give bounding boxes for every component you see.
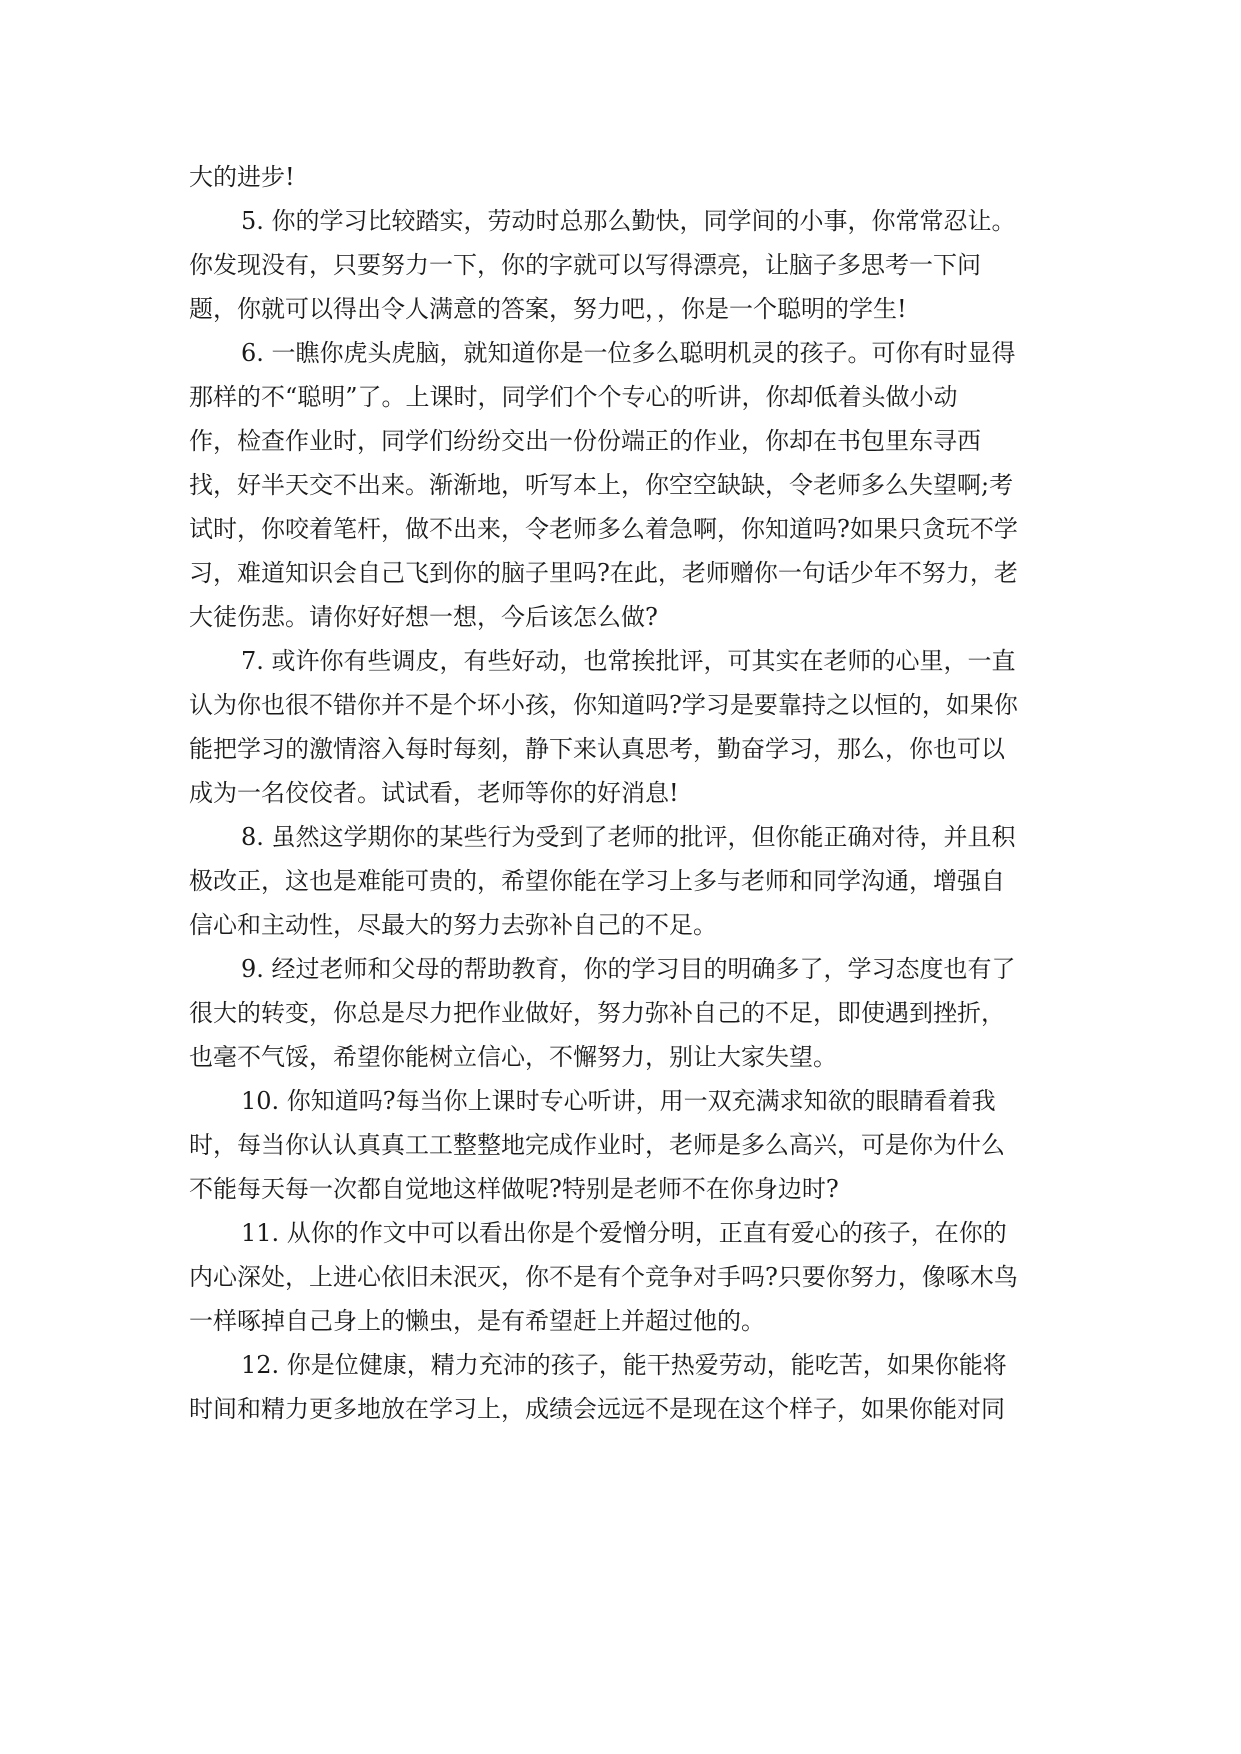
text-line: 一样啄掉自己身上的懒虫，是有希望赶上并超过他的。 xyxy=(189,1307,765,1335)
text-line: 题，你就可以得出令人满意的答案，努力吧，，你是一个聪明的学生! xyxy=(189,295,907,323)
paragraph-continuation xyxy=(189,155,1059,199)
text-line: 也毫不气馁，希望你能树立信心，不懈努力，别让大家失望。 xyxy=(189,1043,837,1071)
text-line: 8. 虽然这学期你的某些行为受到了老师的批评，但你能正确对待，并且积 xyxy=(241,823,1016,851)
text-line: 时间和精力更多地放在学习上，成绩会远远不是现在这个样子，如果你能对同 xyxy=(189,1395,1005,1423)
paragraph-item-10 xyxy=(189,1079,1059,1211)
paragraph-item-5 xyxy=(189,199,1059,331)
text-line: 5. 你的学习比较踏实，劳动时总那么勤快，同学间的小事，你常常忍让。 xyxy=(241,207,1016,235)
paragraph-item-12 xyxy=(189,1343,1059,1431)
text-line: 作，检查作业时，同学们纷纷交出一份份端正的作业，你却在书包里东寻西 xyxy=(189,427,981,455)
text-line: 信心和主动性，尽最大的努力去弥补自己的不足。 xyxy=(189,911,717,939)
paragraph-item-7 xyxy=(189,639,1059,815)
text-line: 6. 一瞧你虎头虎脑，就知道你是一位多么聪明机灵的孩子。可你有时显得 xyxy=(241,339,1016,367)
text-line: 能把学习的激情溶入每时每刻，静下来认真思考，勤奋学习，那么，你也可以 xyxy=(189,735,1005,763)
text-line: 认为你也很不错你并不是个坏小孩，你知道吗?学习是要靠持之以恒的，如果你 xyxy=(189,691,1018,719)
text-line: 那样的不“聪明”了。上课时，同学们个个专心的听讲，你却低着头做小动 xyxy=(189,383,958,411)
text-line: 试时，你咬着笔杆，做不出来，令老师多么着急啊，你知道吗?如果只贪玩不学 xyxy=(189,515,1018,543)
text-line: 大的进步! xyxy=(189,163,295,191)
paragraph-item-9 xyxy=(189,947,1059,1079)
document-body xyxy=(189,155,1059,1431)
text-line: 成为一名佼佼者。试试看，老师等你的好消息! xyxy=(189,779,679,807)
text-line: 很大的转变，你总是尽力把作业做好，努力弥补自己的不足，即使遇到挫折， xyxy=(189,999,1005,1027)
paragraph-item-6 xyxy=(189,331,1059,639)
text-line: 9. 经过老师和父母的帮助教育，你的学习目的明确多了，学习态度也有了 xyxy=(241,955,1016,983)
text-line: 极改正，这也是难能可贵的，希望你能在学习上多与老师和同学沟通，增强自 xyxy=(189,867,1005,895)
text-line: 不能每天每一次都自觉地这样做呢?特别是老师不在你身边时? xyxy=(189,1175,839,1203)
text-line: 7. 或许你有些调皮，有些好动，也常挨批评，可其实在老师的心里，一直 xyxy=(241,647,1016,675)
text-line: 找，好半天交不出来。渐渐地，听写本上，你空空缺缺，令老师多么失望啊;考 xyxy=(189,471,1014,499)
text-line: 大徒伤悲。请你好好想一想，今后该怎么做? xyxy=(189,603,658,631)
paragraph-item-11 xyxy=(189,1211,1059,1343)
paragraph-item-8 xyxy=(189,815,1059,947)
text-line: 时，每当你认认真真工工整整地完成作业时，老师是多么高兴，可是你为什么 xyxy=(189,1131,1005,1159)
text-line: 内心深处，上进心依旧未泯灭，你不是有个竞争对手吗?只要你努力，像啄木鸟 xyxy=(189,1263,1018,1291)
text-line: 12. 你是位健康，精力充沛的孩子，能干热爱劳动，能吃苦，如果你能将 xyxy=(241,1351,1007,1379)
text-line: 10. 你知道吗?每当你上课时专心听讲，用一双充满求知欲的眼睛看着我 xyxy=(241,1087,996,1115)
text-line: 11. 从你的作文中可以看出你是个爱憎分明，正直有爱心的孩子，在你的 xyxy=(241,1219,1007,1247)
text-line: 你发现没有，只要努力一下，你的字就可以写得漂亮，让脑子多思考一下问 xyxy=(189,251,981,279)
text-line: 习，难道知识会自己飞到你的脑子里吗?在此，老师赠你一句话少年不努力，老 xyxy=(189,559,1018,587)
